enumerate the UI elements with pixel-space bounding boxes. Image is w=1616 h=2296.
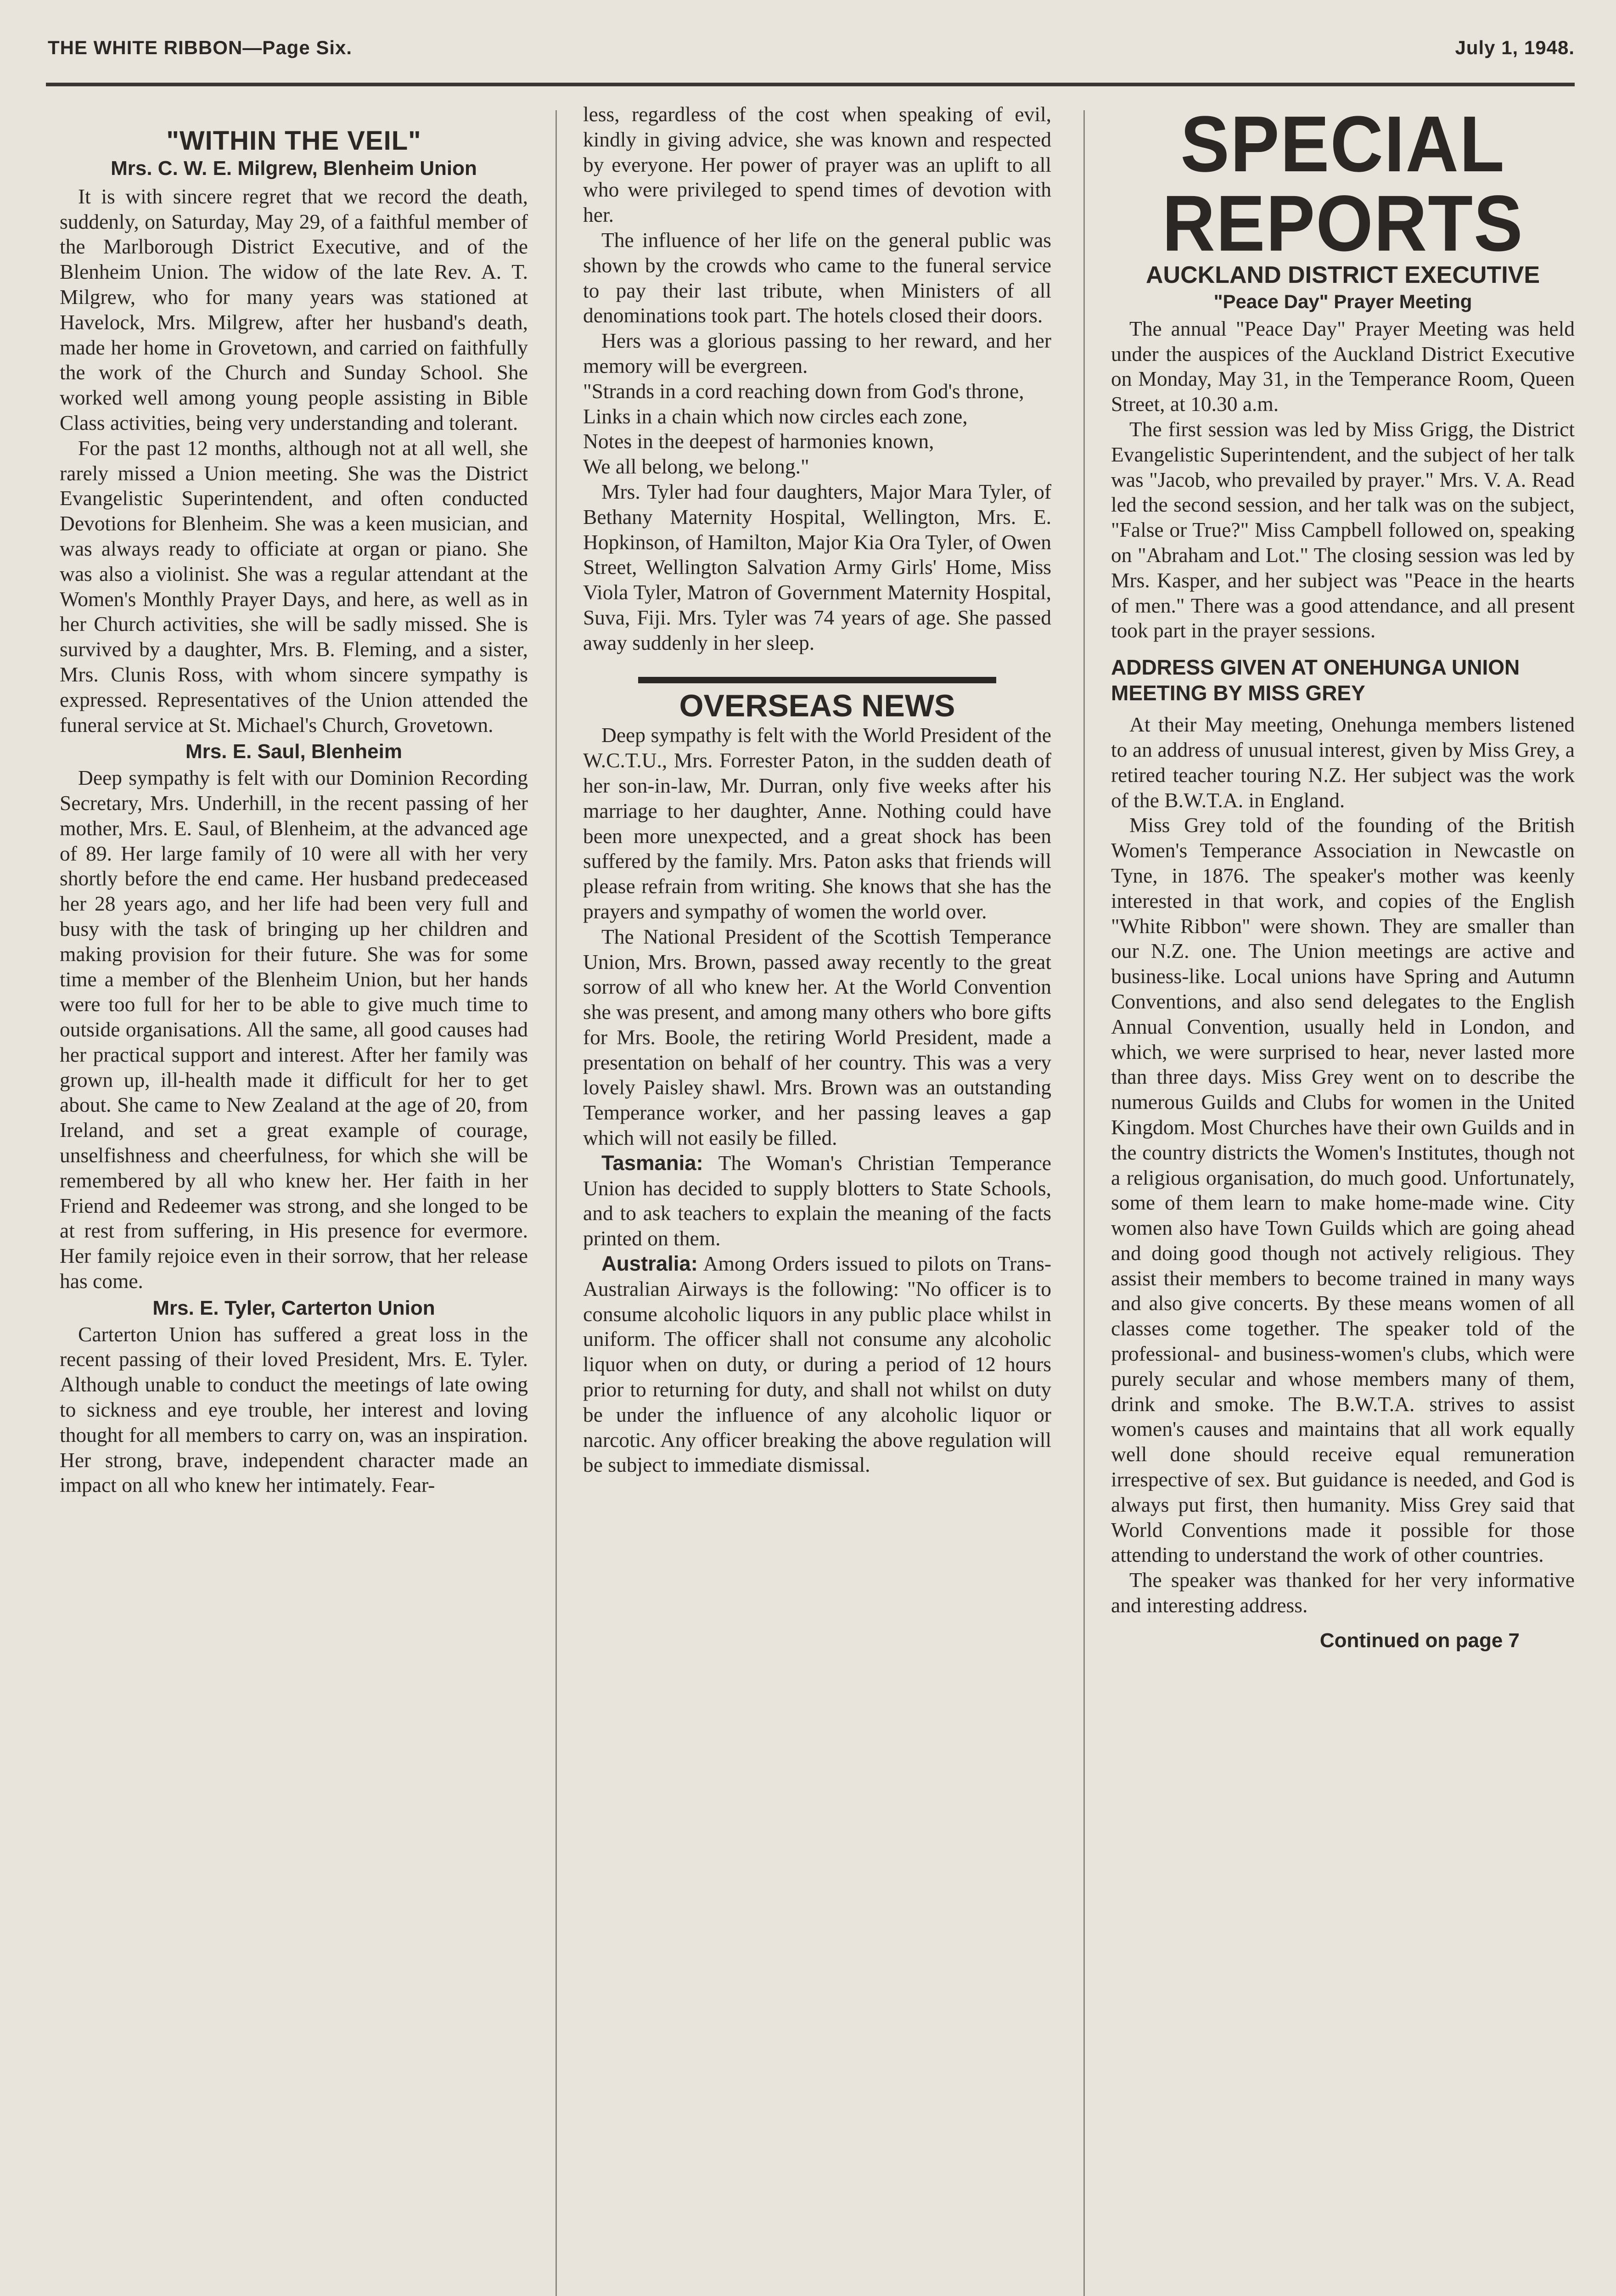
column-3 <box>1111 96 1575 2296</box>
paragraph-tasmania <box>583 1151 1051 1251</box>
paragraph: Carterton Union has suffered a great loss in the recent passing of their loved President, Mrs. E. Tyler. Although unable to conduct the meetings of late owing to sickness and eye trouble, her interest and loving thought for all members to carry on, was an inspiration. Her strong, brave, independent character made an impact on all who knew her intimately. Fear- <box>60 1322 528 1497</box>
continued-note: Continued on page 7 <box>1319 1629 1520 1652</box>
poem-line: Links in a chain which now circles each zone, <box>583 404 968 428</box>
paragraph: Deep sympathy is felt with the World President of the W.C.T.U., Mrs. Forrester Paton, in the sudden death of her son-in-law, Mr. Durran, only five weeks after his marriage to her daughter, Anne. Nothing could have been more unexpected, and a great shock has been suffered by the family. Mrs. Paton asks that friends will please refrain from writing. She knows that she has the prayers and sympathy of women the world over. <box>583 723 1051 923</box>
column-2 <box>583 102 1051 2296</box>
lead-text: Among Orders issued to pilots on Trans-Australian Airways is the following: "No officer is to consume alcoholic liquors in any public place whilst in uniform. The officer shall not consume any alcoholic liquor when on duty, or during a period of 12 hours prior to returning for duty, and shall not whilst on duty be under the influence of any alcoholic liquor or narcotic. Any officer breaking the above regulation will be subject to immediate dismissal. <box>583 1252 1051 1477</box>
lead-label: Australia: <box>601 1252 698 1276</box>
section-divider <box>638 677 996 683</box>
section-title-onehunga: ADDRESS GIVEN AT ONEHUNGA UNION MEETING BY MISS GREY <box>1111 655 1520 705</box>
paragraph: The speaker was thanked for her very informative and interesting address. <box>1111 1568 1575 1617</box>
section-caption-peace-day: "Peace Day" Prayer Meeting <box>1213 291 1472 312</box>
paragraph: At their May meeting, Onehunga members listened to an address of unusual interest, given by Miss Grey, a retired teacher touring N.Z. Her subject was the work of the B.W.T.A. in England. <box>1111 713 1575 812</box>
paragraph: The first session was led by Miss Grigg, the District Evangelistic Superintendent, and the subject of her talk was "Jacob, who prevailed by prayer." Mrs. V. A. Read led the second session, and her talk was on the subject, "False or True?" Miss Campbell followed on, speaking on "Abraham and Lot." The closing session was led by Mrs. Kasper, and her subject was "Peace in the hearts of men." There was a good attendance, and all present took part in the prayer sessions. <box>1111 417 1575 642</box>
poem-line: Notes in the deepest of harmonies known, <box>583 429 934 453</box>
page-header <box>48 28 1575 70</box>
poem-line: "Strands in a cord reaching down from God's throne, <box>583 379 1024 403</box>
lead-label: Tasmania: <box>601 1151 703 1175</box>
paragraph: The National President of the Scottish Temperance Union, Mrs. Brown, passed away recently to the great sorrow of all who knew her. At the World Convention she was present, and among many others who bore gifts for Mrs. Boole, the retiring World President, made a presentation on behalf of her country. This was a very lovely Paisley shawl. Mrs. Brown was an outstanding Temperance worker, and her passing leaves a gap which will not easily be filled. <box>583 924 1051 1150</box>
section-title-overseas-news: OVERSEAS NEWS <box>679 688 955 723</box>
column-divider <box>556 110 557 2296</box>
poem <box>583 379 1051 479</box>
paragraph: Miss Grey told of the founding of the British Women's Temperance Association in Newcastle on Tyne, in 1876. The speaker's mother was keenly interested in that work, and copies of the English "White Ribbon" were shown. They are smaller than our N.Z. one. The Union meetings are active and business-like. Local unions have Spring and Autumn Conventions, and also send delegates to the English Annual Convention, usually held in London, and which, we were surprised to hear, never lasted more than three days. Miss Grey went on to describe the numerous Guilds and Clubs for women in the United Kingdom. Most Churches have their own Guilds and in the country districts the Women's Institutes, though not a religious organisation, do much good. Unfortunately, some of them learn to make home-made wine. City women also have Town Guilds which are going ahead and doing good though not actively religious. They assist their members to become trained in many ways and also give concerts. By these means women of all classes come together. The speaker told of the professional- and business-women's clubs, which were purely secular and whose members many of them, drink and smoke. The B.W.T.A. strives to assist women's causes and maintains that all work equally well done should receive equal remuneration irrespective of sex. But guidance is needed, and God is always put first, then humanity. Miss Grey said that World Conventions made it possible for those attending to understand the work of other countries. <box>1111 813 1575 1567</box>
paragraph: less, regardless of the cost when speaking of evil, kindly in giving advice, she was known and respected by everyone. Her power of prayer was an uplift to all who were privileged to spend times of devotion with her. <box>583 102 1051 227</box>
paragraph: Hers was a glorious passing to her reward, and her memory will be evergreen. <box>583 329 1051 377</box>
obituary-heading-saul: Mrs. E. Saul, Blenheim <box>185 740 402 763</box>
obituary-heading-tyler: Mrs. E. Tyler, Carterton Union <box>152 1296 435 1319</box>
obituary-heading-milgrew: Mrs. C. W. E. Milgrew, Blenheim Union <box>111 157 477 180</box>
poem-line: We all belong, we belong." <box>583 455 809 478</box>
paragraph: It is with sincere regret that we record the death, suddenly, on Saturday, May 29, of a faithful member of the Marlborough District Executive, and of the Blenheim Union. The widow of the late Rev. A. T. Milgrew, who for many years was stationed at Havelock, Mrs. Milgrew, after her husband's death, made her home in Grovetown, and carried on faithfully the work of the Church and Sunday School. She worked well among young people assisting in Bible Class activities, being very understanding and tolerant. <box>60 184 528 434</box>
column-1 <box>60 96 528 2296</box>
paragraph: Deep sympathy is felt with our Dominion Recording Secretary, Mrs. Underhill, in the recent passing of her mother, Mrs. E. Saul, of Blenheim, at the advanced age of 89. Her large family of 10 were all with her very shortly before the end came. Her husband predeceased her 28 years ago, and her life had been very full and busy with the task of bringing up her children and making provision for their future. She was for some time a member of the Blenheim Union, but her hands were too full for her to be able to give much time to outside organisations. All the same, all good causes had her practical support and interest. After her family was grown up, ill-health made it difficult for her to get about. She came to New Zealand at the age of 20, from Ireland, and set a great example of courage, unselfishness and cheerfulness, for which she will be remembered by all who knew her. Her faith in her Friend and Redeemer was strong, and she longed to be at rest from suffering, in His presence for evermore. Her family rejoice even in their sorrow, that her release has come. <box>60 766 528 1293</box>
article-title-within-the-veil: "WITHIN THE VEIL" <box>166 126 421 156</box>
running-head: THE WHITE RIBBON—Page Six. <box>48 37 353 58</box>
banner-special-reports: SPECIAL REPORTS <box>1162 99 1524 268</box>
paragraph: The annual "Peace Day" Prayer Meeting was held under the auspices of the Auckland District Executive on Monday, May 31, in the Temperance Room, Queen Street, at 10.30 a.m. <box>1111 316 1575 416</box>
paragraph: The influence of her life on the general public was shown by the crowds who came to the funeral service to pay their last tribute, when Ministers of all denominations took part. The hotels closed their doors. <box>583 228 1051 327</box>
paragraph: Mrs. Tyler had four daughters, Major Mara Tyler, of Bethany Maternity Hospital, Wellington, Mrs. E. Hopkinson, of Hamilton, Major Kia Ora Tyler, of Owen Street, Wellington Salvation Army Girls' Home, Miss Viola Tyler, Matron of Government Maternity Hospital, Suva, Fiji. Mrs. Tyler was 74 years of age. She passed away suddenly in her sleep. <box>583 479 1051 654</box>
lead-text: The Woman's Christian Temperance Union has decided to supply blotters to State Schools, and to ask teachers to explain the meaning of the facts printed on them. <box>583 1151 1051 1250</box>
column-divider <box>1083 110 1085 2296</box>
header-rule <box>46 83 1575 86</box>
paragraph: For the past 12 months, although not at all well, she rarely missed a Union meeting. She was the District Evangelistic Superintendent, and often conducted Devotions for Blenheim. She was a keen musician, and was always ready to officiate at organ or piano. She was also a violinist. She was a regular attendant at the Women's Monthly Prayer Days, and here, as well as in her Church activities, she will be sadly missed. She is survived by a daughter, Mrs. B. Fleming, and a sister, Mrs. Clunis Ross, with whom sincere sympathy is expressed. Representatives of the Union attended the funeral service at St. Michael's Church, Grovetown. <box>60 436 528 737</box>
paragraph-australia <box>583 1251 1051 1478</box>
issue-date: July 1, 1948. <box>1455 37 1575 58</box>
section-title-auckland: AUCKLAND DISTRICT EXECUTIVE <box>1145 262 1540 288</box>
